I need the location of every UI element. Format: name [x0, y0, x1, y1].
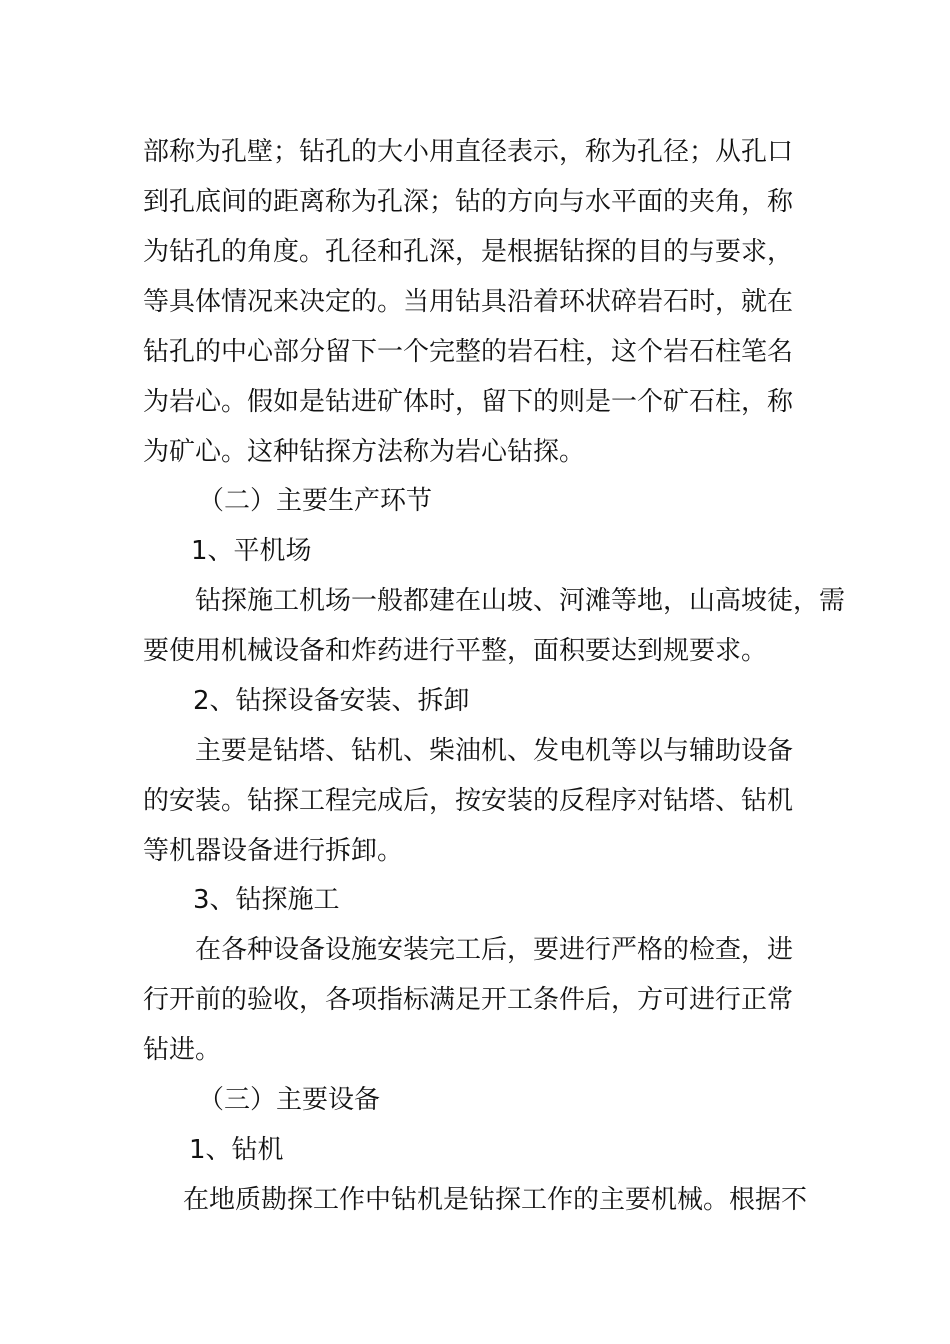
paragraph-line: 等具体情况来决定的。当用钻具沿着环状碎岩石时，就在 — [143, 287, 794, 317]
paragraph-line: 部称为孔壁；钻孔的大小用直径表示，称为孔径；从孔口 — [143, 137, 794, 167]
paragraph-line: 为钻孔的角度。孔径和孔深，是根据钻探的目的与要求， — [143, 237, 794, 267]
paragraph-line: 的安装。钻探工程完成后，按安装的反程序对钻塔、钻机 — [143, 786, 794, 816]
paragraph-line: 钻探施工机场一般都建在山坡、河滩等地，山高坡徒，需 — [195, 586, 846, 616]
paragraph-line: 等机器设备进行拆卸。 — [143, 836, 404, 866]
subsection-heading: 3、钻探施工 — [193, 885, 340, 915]
paragraph-line: 到孔底间的距离称为孔深；钻的方向与水平面的夹角，称 — [143, 187, 794, 217]
paragraph-line: 在各种设备设施安装完工后，要进行严格的检查，进 — [195, 935, 794, 965]
paragraph-line: 钻进。 — [143, 1035, 222, 1065]
section-heading: （二）主要生产环节 — [198, 486, 433, 516]
paragraph-line: 行开前的验收，各项指标满足开工条件后，方可进行正常 — [143, 985, 794, 1015]
paragraph-line: 在地质勘探工作中钻机是钻探工作的主要机械。根据不 — [183, 1185, 808, 1215]
paragraph-line: 要使用机械设备和炸药进行平整，面积要达到规要求。 — [143, 636, 768, 666]
paragraph-line: 为矿心。这种钻探方法称为岩心钻探。 — [143, 437, 586, 467]
paragraph-line: 钻孔的中心部分留下一个完整的岩石柱，这个岩石柱笔名 — [143, 337, 794, 367]
subsection-heading: 1、钻机 — [189, 1135, 284, 1165]
subsection-heading: 2、钻探设备安装、拆卸 — [193, 686, 470, 716]
paragraph-line: 主要是钻塔、钻机、柴油机、发电机等以与辅助设备 — [195, 736, 794, 766]
paragraph-line: 为岩心。假如是钻进矿体时，留下的则是一个矿石柱，称 — [143, 387, 794, 417]
subsection-heading: 1、平机场 — [191, 536, 312, 566]
section-heading: （三）主要设备 — [198, 1085, 381, 1115]
